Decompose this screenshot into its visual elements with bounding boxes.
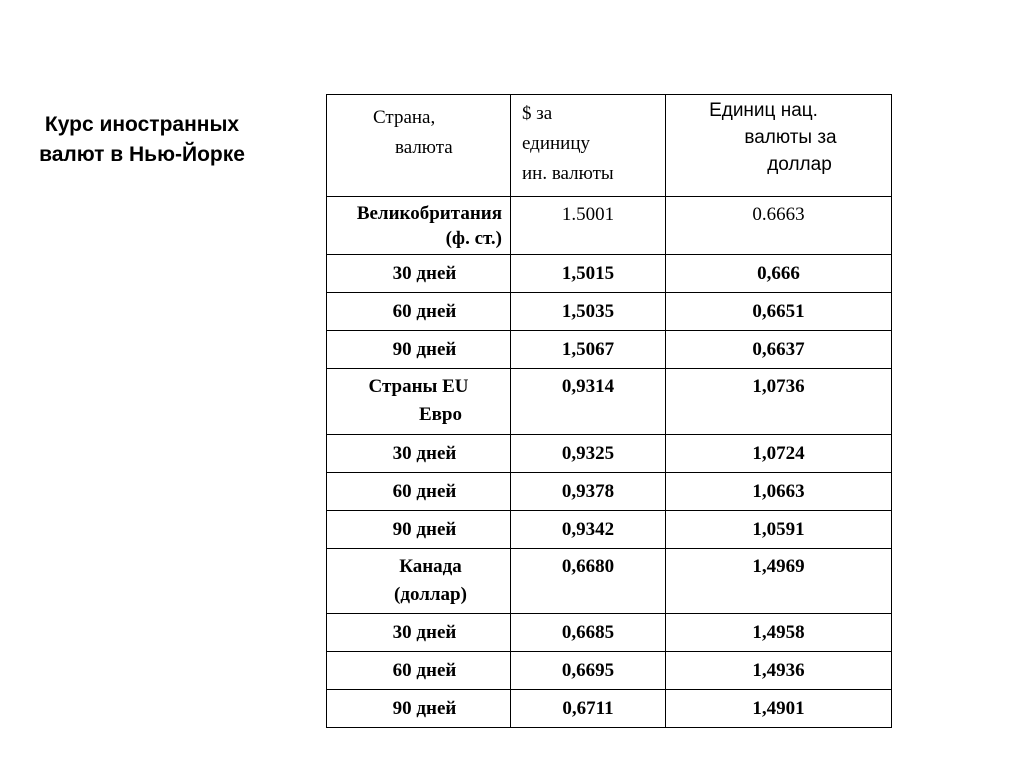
table-row	[327, 369, 892, 435]
row-label: 60 дней	[327, 293, 511, 331]
cell-units-per-usd: 1,4969	[666, 549, 892, 614]
cell-units-per-usd: 1,4958	[666, 614, 892, 652]
cell-usd-per-unit: 0,9325	[511, 435, 666, 473]
table-row	[327, 293, 892, 331]
row-label-canada: Канада (доллар)	[327, 549, 511, 614]
cell-units-per-usd: 1,0591	[666, 511, 892, 549]
cell-usd-per-unit: 0,6711	[511, 690, 666, 728]
cell-usd-per-unit: 0,6680	[511, 549, 666, 614]
cell-usd-per-unit: 1,5067	[511, 331, 666, 369]
page-title-line-1: Курс иностранных	[44, 113, 240, 136]
row-label-uk: Великобритания (ф. ст.)	[327, 197, 511, 255]
cell-units-per-usd: 1,4936	[666, 652, 892, 690]
table-row	[327, 690, 892, 728]
row-label: 60 дней	[327, 473, 511, 511]
page-title	[8, 110, 276, 170]
table-row	[327, 435, 892, 473]
cell-units-per-usd: 1,0663	[666, 473, 892, 511]
cell-usd-per-unit: 1.5001	[511, 197, 666, 255]
header-usd-per-unit: $ за единицу ин. валюты	[511, 95, 666, 197]
row-label: 30 дней	[327, 255, 511, 293]
cell-units-per-usd: 1,0736	[666, 369, 892, 435]
table-row	[327, 511, 892, 549]
cell-units-per-usd: 0.6663	[666, 197, 892, 255]
cell-usd-per-unit: 1,5015	[511, 255, 666, 293]
table-row	[327, 331, 892, 369]
row-label: 30 дней	[327, 435, 511, 473]
cell-usd-per-unit: 1,5035	[511, 293, 666, 331]
table-row	[327, 473, 892, 511]
table-row	[327, 652, 892, 690]
table-row	[327, 197, 892, 255]
cell-units-per-usd: 1,4901	[666, 690, 892, 728]
cell-usd-per-unit: 0,6685	[511, 614, 666, 652]
cell-usd-per-unit: 0,9378	[511, 473, 666, 511]
table-row	[327, 614, 892, 652]
cell-usd-per-unit: 0,6695	[511, 652, 666, 690]
row-label-eu: Страны EU Евро	[327, 369, 511, 435]
row-label: 60 дней	[327, 652, 511, 690]
cell-units-per-usd: 0,6637	[666, 331, 892, 369]
row-label: 90 дней	[327, 511, 511, 549]
cell-units-per-usd: 0,666	[666, 255, 892, 293]
row-label: 30 дней	[327, 614, 511, 652]
cell-units-per-usd: 0,6651	[666, 293, 892, 331]
table-row	[327, 549, 892, 614]
cell-units-per-usd: 1,0724	[666, 435, 892, 473]
row-label: 90 дней	[327, 690, 511, 728]
table-row	[327, 255, 892, 293]
table-header-row	[327, 95, 892, 197]
row-label: 90 дней	[327, 331, 511, 369]
page-title-line-2: валют в Нью-Йорке	[39, 143, 245, 166]
exchange-rates-table	[326, 94, 892, 728]
cell-usd-per-unit: 0,9314	[511, 369, 666, 435]
cell-usd-per-unit: 0,9342	[511, 511, 666, 549]
header-country-currency: Страна, валюта	[327, 95, 511, 197]
header-units-per-usd: Единиц нац. валюты за доллар	[666, 95, 892, 197]
